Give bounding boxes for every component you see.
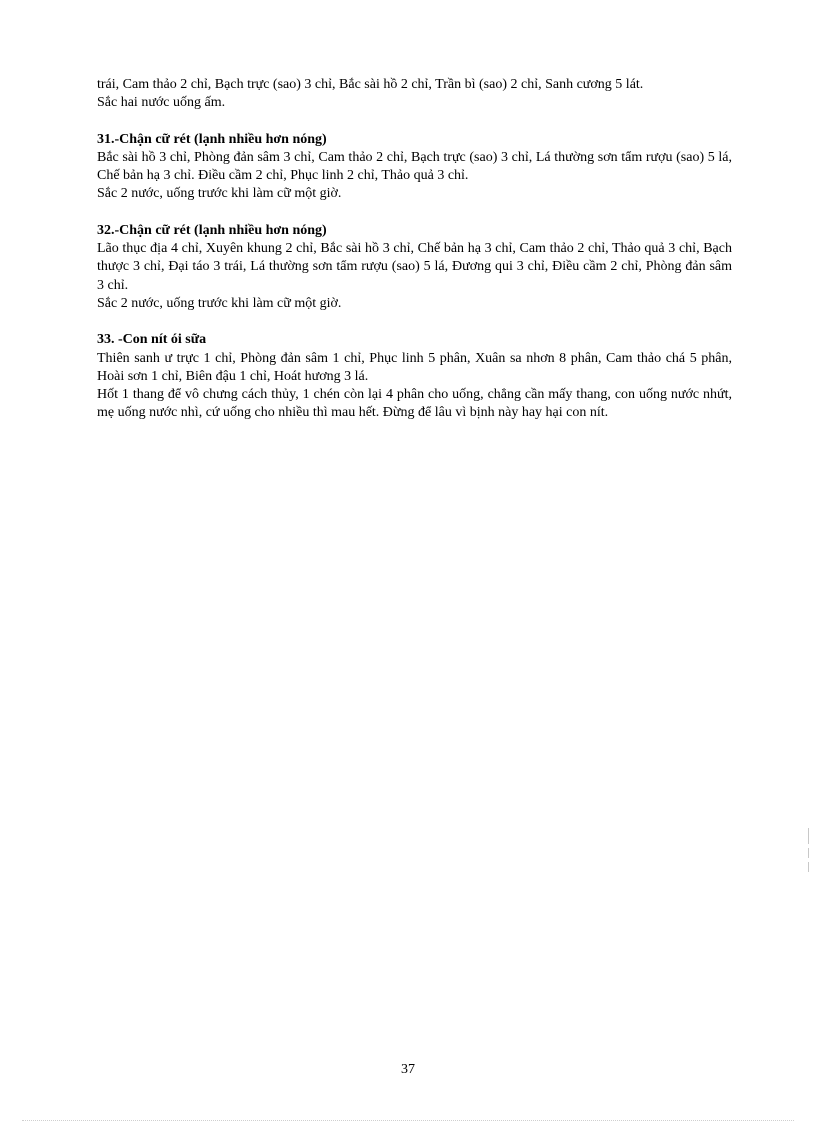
recipe-section-32 bbox=[97, 222, 732, 313]
section-body: Lão thục địa 4 chỉ, Xuyên khung 2 chỉ, Bắc sài hồ 3 chỉ, Chế bản hạ 3 chỉ, Cam thảo 2 chỉ, Thảo quả 3 chỉ, Bạch thược 3 chỉ, Đại táo 3 trái, Lá thường sơn tẩm rượu (sao) 5 lá, Đương qui 3 chỉ, Điều cầm 2 chỉ, Phòng đản sâm 3 chỉ. bbox=[97, 241, 732, 293]
recipe-section-33 bbox=[97, 331, 732, 422]
section-instruction: Hốt 1 thang để vô chưng cách thủy, 1 chén còn lại 4 phân cho uống, chẳng cần mấy thang, con uống nước nhứt, mẹ uống nước nhì, cứ uống cho nhiều thì mau hết. Đừng để lâu vì bịnh này hay hại con nít. bbox=[97, 387, 732, 421]
section-instruction: Sắc 2 nước, uống trước khi làm cữ một giờ. bbox=[97, 295, 342, 311]
intro-text: trái, Cam thảo 2 chỉ, Bạch trực (sao) 3 chỉ, Bắc sài hồ 2 chỉ, Trần bì (sao) 2 chỉ, Sanh cương 5 lát. bbox=[97, 77, 644, 92]
margin-mark bbox=[808, 862, 809, 872]
section-title: 33. -Con nít ói sữa bbox=[97, 332, 207, 348]
section-title: 32.-Chận cữ rét (lạnh nhiều hơn nóng) bbox=[97, 222, 327, 238]
section-body: Thiên sanh ư trực 1 chỉ, Phòng đản sâm 1 chỉ, Phục linh 5 phân, Xuân sa nhơn 8 phân, Cam thảo chá 5 phân, Hoài sơn 1 chỉ, Biên đậu 1 chỉ, Hoát hương 3 lá. bbox=[97, 350, 732, 384]
section-instruction: Sắc 2 nước, uống trước khi làm cữ một giờ. bbox=[97, 186, 342, 202]
section-body: Bắc sài hồ 3 chỉ, Phòng đản sâm 3 chỉ, Cam thảo 2 chỉ, Bạch trực (sao) 3 chỉ, Lá thường sơn tẩm rượu (sao) 5 lá, Chế bản hạ 3 chỉ. Điều cầm 2 chỉ, Phục linh 2 chỉ, Thảo quả 3 chỉ. bbox=[97, 149, 732, 184]
page-bottom-border bbox=[22, 1120, 794, 1121]
intro-instruction: Sắc hai nước uống ấm. bbox=[97, 95, 226, 111]
page-content bbox=[97, 76, 732, 423]
intro-continuation bbox=[97, 76, 732, 113]
margin-mark bbox=[808, 848, 809, 858]
recipe-section-31 bbox=[97, 131, 732, 204]
section-title: 31.-Chận cữ rét (lạnh nhiều hơn nóng) bbox=[97, 131, 327, 147]
margin-mark bbox=[808, 828, 809, 844]
page-number: 37 bbox=[401, 1062, 415, 1077]
